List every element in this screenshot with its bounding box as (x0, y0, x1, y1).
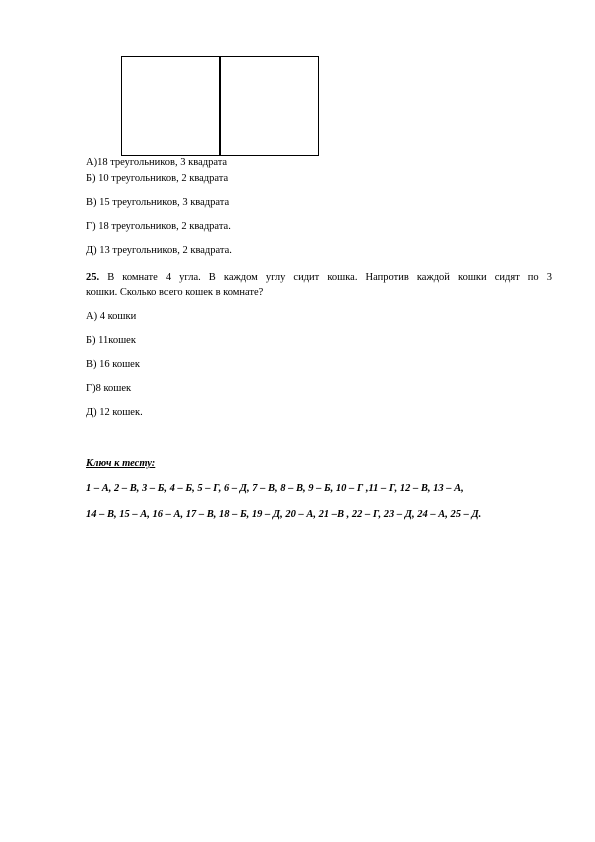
answer-key-title: Ключ к тесту: (86, 458, 156, 469)
q24-option-d: Д) 13 треугольников, 2 квадрата. (86, 245, 232, 256)
q25-option-v: В) 16 кошек (86, 359, 140, 370)
q25-option-d: Д) 12 кошек. (86, 407, 143, 418)
q25-question-line1 (86, 270, 552, 285)
q25-text-line1: В комнате 4 угла. В каждом углу сидит кошка. Напротив каждой кошки сидят по 3 (99, 272, 552, 283)
q25-number: 25. (86, 272, 100, 283)
q25-option-b: Б) 11кошек (86, 335, 136, 346)
answer-key-line-1: 1 – А, 2 – В, 3 – Б, 4 – Б, 5 – Г, 6 – Д, 7 – В, 8 – В, 9 – Б, 10 – Г ,11 – Г, 12 – В, 13 – А, (86, 483, 464, 494)
q25-text-line2: кошки. Сколько всего кошек в комнате? (86, 287, 264, 298)
q25-option-g: Г)8 кошек (86, 383, 132, 394)
q24-option-b: Б) 10 треугольников, 2 квадрата (86, 173, 229, 184)
q25-question (86, 270, 552, 300)
right-square (219, 56, 319, 156)
q25-option-a: А) 4 кошки (86, 311, 137, 322)
left-square (121, 56, 221, 156)
two-squares-figure (121, 56, 319, 156)
answer-key-line-2: 14 – В, 15 – А, 16 – А, 17 – В, 18 – Б, 19 – Д, 20 – А, 21 –В , 22 – Г, 23 – Д, 24 – А, 25 – Д. (86, 509, 482, 520)
q24-option-g: Г) 18 треугольников, 2 квадрата. (86, 221, 231, 232)
q24-option-a: А)18 треугольников, 3 квадрата (86, 157, 228, 168)
q24-option-v: В) 15 треугольников, 3 квадрата (86, 197, 230, 208)
